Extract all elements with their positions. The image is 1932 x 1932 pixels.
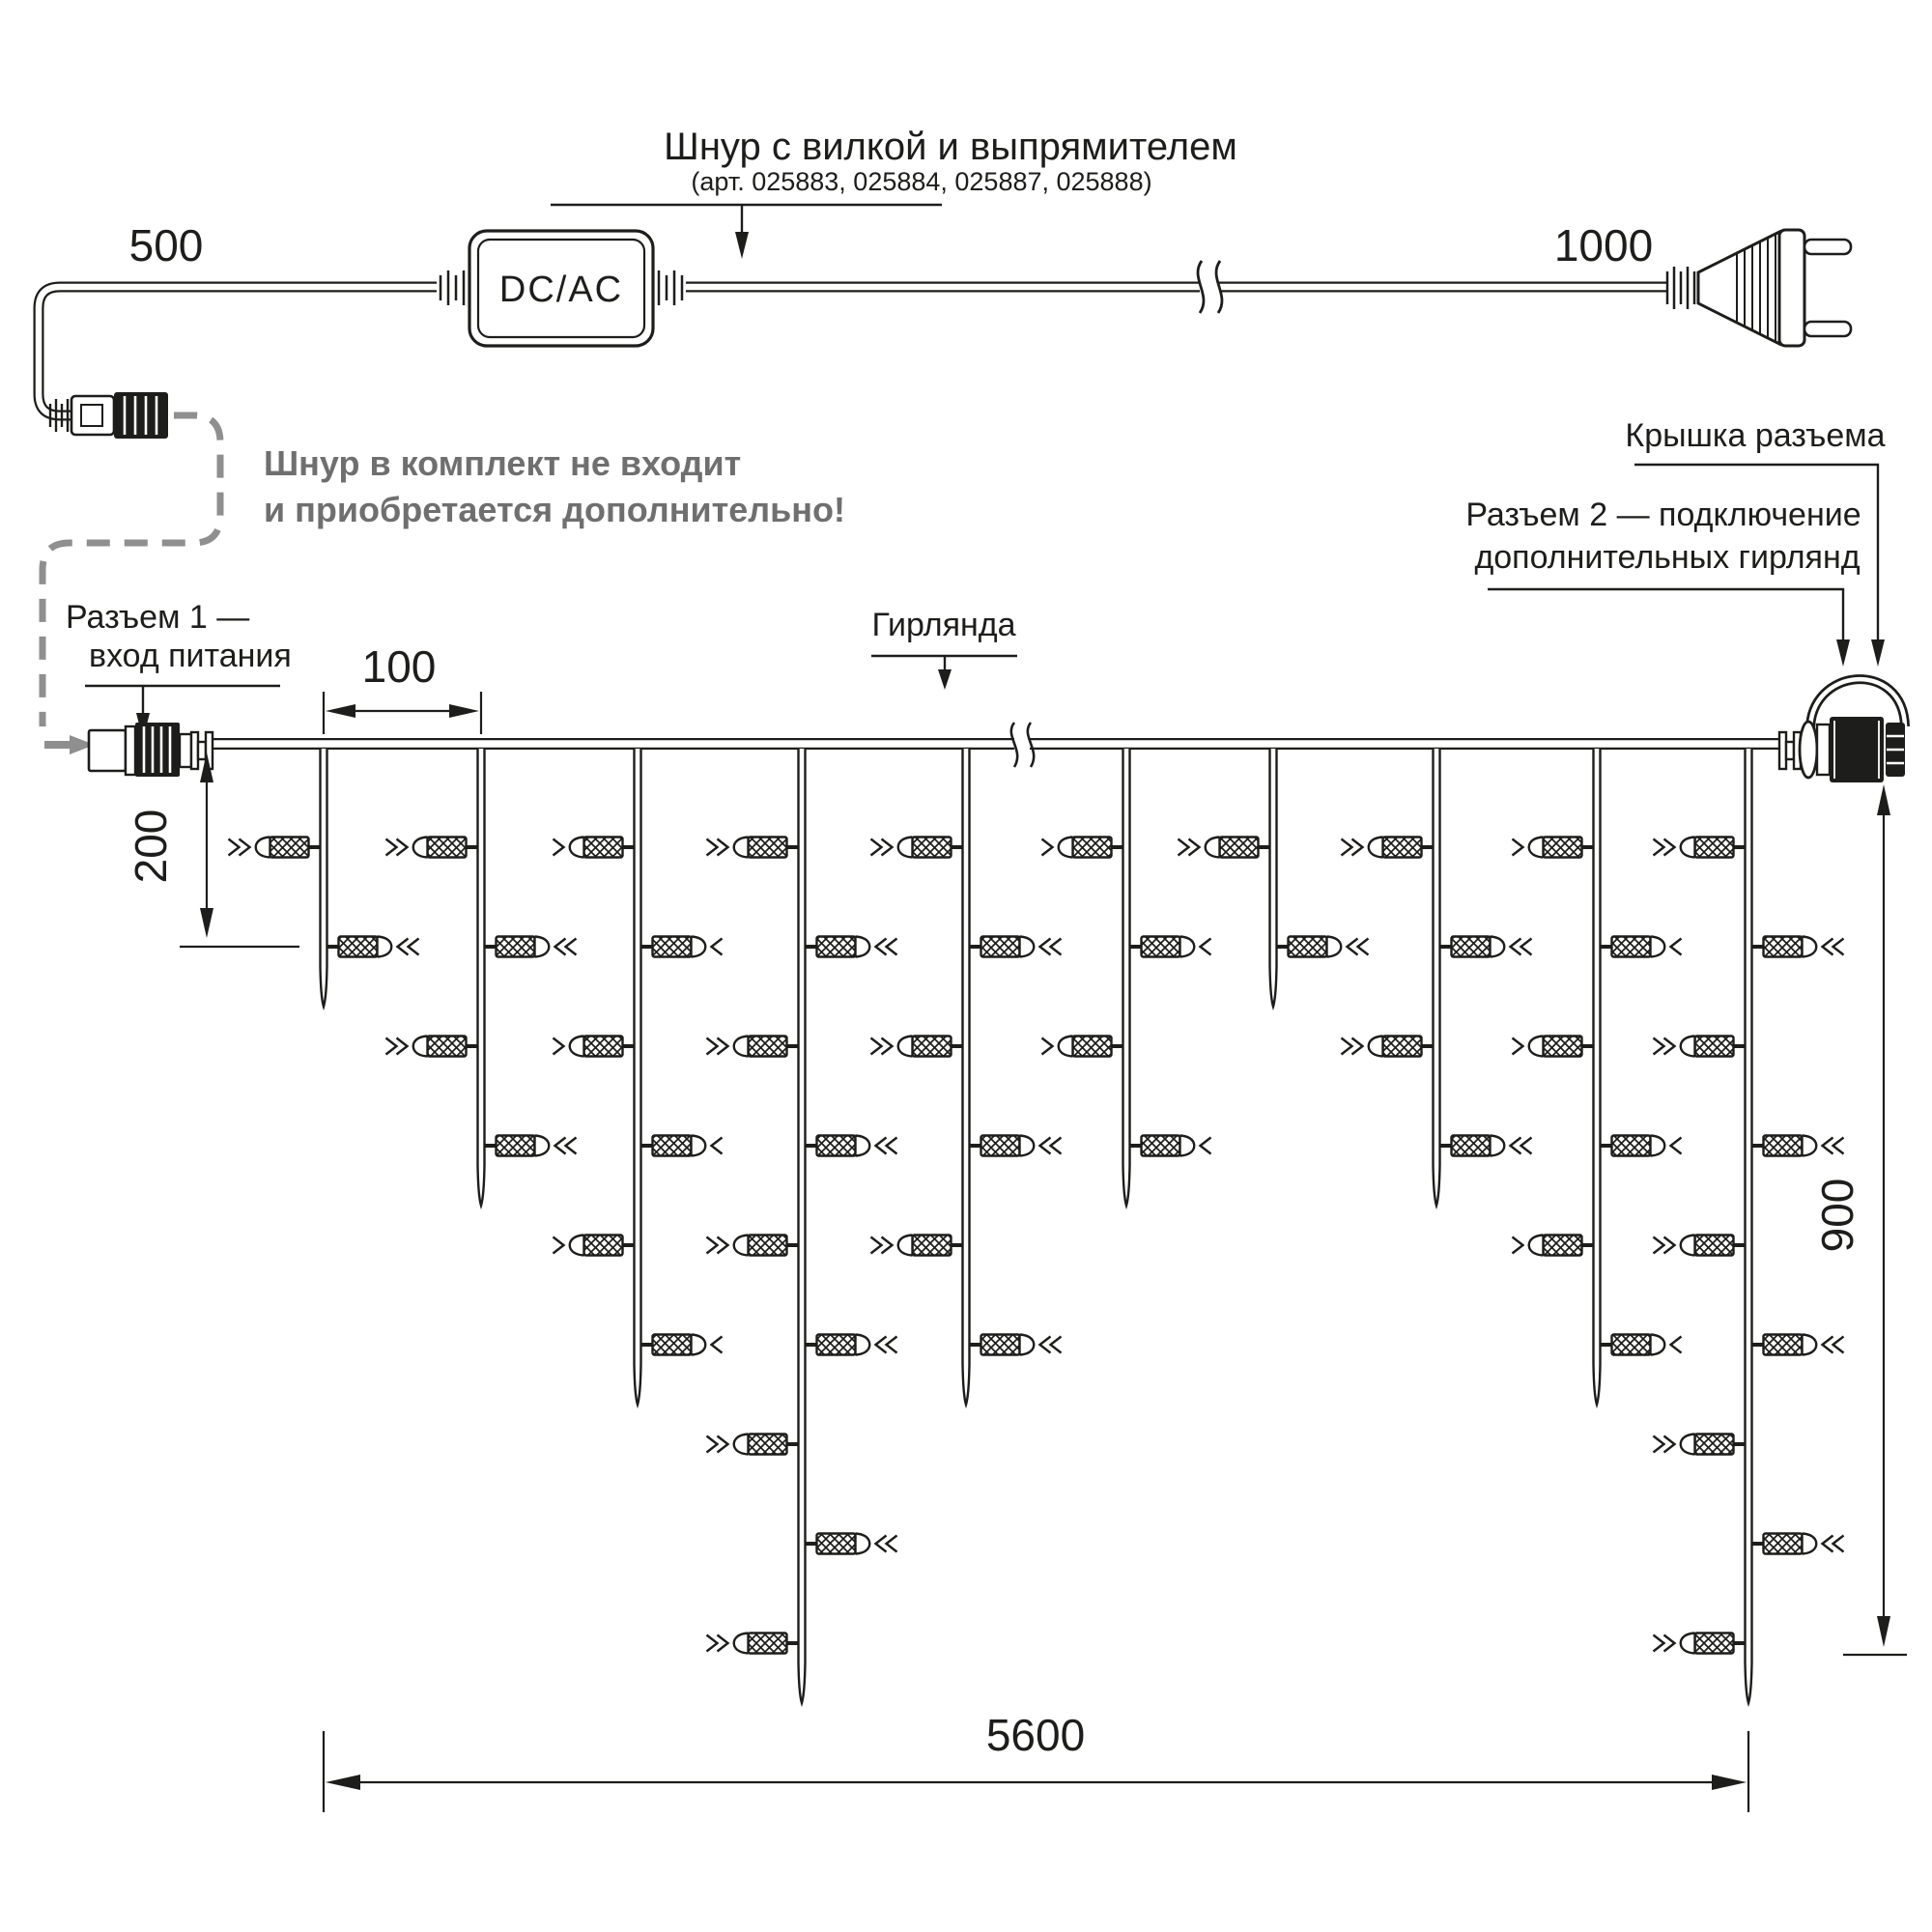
light-ray-icon — [712, 1138, 723, 1154]
light-ray-icon — [707, 1038, 718, 1055]
led-bulb — [1513, 1037, 1594, 1057]
light-ray-icon — [1654, 839, 1664, 856]
light-ray-icon — [1654, 1436, 1664, 1453]
dim-200-value: 200 — [126, 809, 176, 884]
led-bulb — [1654, 1634, 1746, 1654]
gray-arrow-icon — [44, 735, 95, 754]
connector1-label-line1: Разъем 1 — — [66, 599, 250, 636]
led-bulb — [1654, 1037, 1746, 1057]
led-bulb — [1601, 937, 1682, 957]
dim-100-value: 100 — [361, 641, 437, 692]
converter-label: DC/AC — [498, 270, 624, 310]
light-ray-icon — [1342, 1038, 1352, 1055]
led-bulb — [386, 1037, 478, 1057]
garland-drop — [554, 749, 723, 1405]
garland-connector-right — [1779, 679, 1905, 782]
cord-break-icon — [1198, 261, 1222, 313]
led-bulb — [554, 1037, 635, 1057]
drop-wire — [1270, 749, 1277, 1007]
light-ray-icon — [871, 1038, 882, 1055]
garland-label: Гирлянда — [871, 607, 1016, 643]
note-line2: и приобретается дополнительно! — [264, 490, 845, 529]
drop-wire — [1123, 749, 1130, 1206]
garland-drop — [1513, 749, 1682, 1405]
light-ray-icon — [1521, 939, 1532, 955]
light-ray-icon — [566, 1138, 577, 1154]
led-bulb — [970, 1335, 1062, 1355]
plug-prong-bottom — [1804, 322, 1851, 336]
cord-connector-icon — [50, 392, 168, 439]
drop-wire — [799, 749, 806, 1703]
led-bulb — [1601, 1136, 1682, 1156]
strain-relief-left-icon — [440, 270, 464, 305]
light-ray-icon — [1654, 1038, 1664, 1055]
led-bulb — [1513, 838, 1594, 858]
led-bulb — [871, 838, 963, 858]
led-bulb — [806, 1335, 897, 1355]
led-bulb — [707, 1037, 799, 1057]
light-ray-icon — [229, 839, 240, 856]
garland-drop — [229, 749, 419, 1007]
light-ray-icon — [1051, 1337, 1062, 1353]
drop-wire — [1594, 749, 1601, 1405]
led-bulb — [1752, 1534, 1844, 1554]
led-bulb — [871, 1236, 963, 1256]
led-bulb — [1277, 937, 1369, 957]
drop-wire — [478, 749, 485, 1206]
led-bulb — [1130, 937, 1211, 957]
dcac-converter-box — [440, 231, 682, 346]
garland-drop — [386, 749, 577, 1206]
light-ray-icon — [707, 1635, 718, 1652]
light-ray-icon — [1201, 939, 1211, 955]
connector1-label-line2: вход питания — [89, 638, 292, 674]
led-bulb — [641, 1136, 723, 1156]
light-ray-icon — [1201, 1138, 1211, 1154]
light-ray-icon — [887, 1536, 897, 1552]
light-ray-icon — [1671, 1138, 1682, 1154]
drop-wire — [1434, 749, 1440, 1206]
led-bulb — [554, 838, 635, 858]
light-ray-icon — [1513, 839, 1523, 856]
led-bulb — [485, 937, 577, 957]
led-bulb — [707, 1236, 799, 1256]
led-bulb — [1513, 1236, 1594, 1256]
light-ray-icon — [707, 1237, 718, 1254]
led-bulb — [1654, 1236, 1746, 1256]
light-ray-icon — [1671, 939, 1682, 955]
led-bulb — [1130, 1136, 1211, 1156]
light-ray-icon — [554, 1237, 564, 1254]
light-ray-icon — [707, 1436, 718, 1453]
plug-prong-top — [1804, 240, 1851, 254]
strain-relief-right-icon — [659, 270, 682, 305]
light-ray-icon — [554, 839, 564, 856]
title: Шнур с вилкой и выпрямителем — [664, 126, 1237, 168]
led-bulb — [1752, 937, 1844, 957]
led-bulb — [707, 1435, 799, 1455]
dashed-cord-path — [43, 415, 220, 726]
led-bulb — [485, 1136, 577, 1156]
light-ray-icon — [1358, 939, 1369, 955]
dim-1000-value: 1000 — [1553, 220, 1654, 270]
led-bulb — [1342, 838, 1434, 858]
light-ray-icon — [1833, 939, 1844, 955]
led-bulb — [1654, 838, 1746, 858]
light-ray-icon — [1051, 1138, 1062, 1154]
led-bulb — [1654, 1435, 1746, 1455]
led-bulb — [1752, 1335, 1844, 1355]
led-bulb — [1342, 1037, 1434, 1057]
light-ray-icon — [386, 1038, 397, 1055]
led-bulb — [806, 937, 897, 957]
dimension-100 — [324, 692, 481, 734]
light-ray-icon — [871, 1237, 882, 1254]
led-bulb — [641, 937, 723, 957]
connector2-label-line2: дополнительных гирлянд — [1474, 539, 1861, 576]
light-ray-icon — [1051, 939, 1062, 955]
led-bulb — [229, 838, 321, 858]
garland-drop — [1042, 749, 1211, 1206]
light-ray-icon — [1833, 1536, 1844, 1552]
drop-wire — [963, 749, 970, 1405]
drop-wire — [321, 749, 327, 1007]
led-bulb — [707, 838, 799, 858]
led-bulb — [1601, 1335, 1682, 1355]
light-ray-icon — [887, 1337, 897, 1353]
light-ray-icon — [1671, 1337, 1682, 1353]
light-ray-icon — [1042, 1038, 1053, 1055]
garland-drop — [707, 749, 897, 1703]
garland-drop — [871, 749, 1062, 1405]
dim-500-value: 500 — [128, 220, 204, 270]
wire-break-icon — [1011, 723, 1034, 767]
led-bulb — [386, 838, 478, 858]
light-ray-icon — [386, 839, 397, 856]
led-bulb — [871, 1037, 963, 1057]
light-ray-icon — [1833, 1337, 1844, 1353]
cap-label: Крышка разъема — [1625, 417, 1886, 454]
led-bulb — [1440, 1136, 1532, 1156]
light-ray-icon — [887, 1138, 897, 1154]
light-ray-icon — [1521, 1138, 1532, 1154]
drop-wire — [1746, 749, 1752, 1703]
led-bulb — [554, 1236, 635, 1256]
light-ray-icon — [1833, 1138, 1844, 1154]
led-bulb — [806, 1534, 897, 1554]
dim-900-value: 900 — [1812, 1178, 1862, 1253]
led-bulb — [1440, 937, 1532, 957]
light-ray-icon — [554, 1038, 564, 1055]
connector2-leader-arrow — [1488, 589, 1850, 667]
led-bulb — [327, 937, 419, 957]
led-bulb — [1042, 1037, 1123, 1057]
garland-drop — [1179, 749, 1369, 1007]
subtitle-articles: (арт. 025883, 025884, 025887, 025888) — [691, 167, 1152, 196]
led-bulb — [970, 937, 1062, 957]
light-ray-icon — [887, 939, 897, 955]
garland-drop — [1342, 749, 1532, 1206]
light-ray-icon — [1342, 839, 1352, 856]
power-cord — [39, 261, 1667, 415]
drop-wire — [635, 749, 641, 1405]
led-bulb — [1042, 838, 1123, 858]
garland-connector-left — [89, 723, 213, 777]
connector2-label-line1: Разъем 2 — подключение — [1465, 497, 1861, 533]
led-bulb — [1179, 838, 1270, 858]
light-ray-icon — [1654, 1635, 1664, 1652]
light-ray-icon — [707, 839, 718, 856]
led-bulb — [707, 1634, 799, 1654]
garland-leader-arrow — [871, 656, 1017, 690]
note-line1: Шнур в комплект не входит — [264, 443, 742, 483]
light-ray-icon — [712, 939, 723, 955]
light-ray-icon — [409, 939, 419, 955]
power-plug-icon — [1667, 230, 1851, 346]
led-bulb — [970, 1136, 1062, 1156]
led-bulb — [806, 1136, 897, 1156]
garland-drops-layer — [229, 749, 1844, 1703]
light-ray-icon — [1654, 1237, 1664, 1254]
led-bulb — [1752, 1136, 1844, 1156]
light-ray-icon — [1042, 839, 1053, 856]
led-bulb — [641, 1335, 723, 1355]
light-ray-icon — [871, 839, 882, 856]
light-ray-icon — [566, 939, 577, 955]
dim-5600-value: 5600 — [985, 1710, 1086, 1760]
light-ray-icon — [712, 1337, 723, 1353]
light-ray-icon — [1179, 839, 1189, 856]
light-ray-icon — [1513, 1237, 1523, 1254]
light-ray-icon — [1513, 1038, 1523, 1055]
